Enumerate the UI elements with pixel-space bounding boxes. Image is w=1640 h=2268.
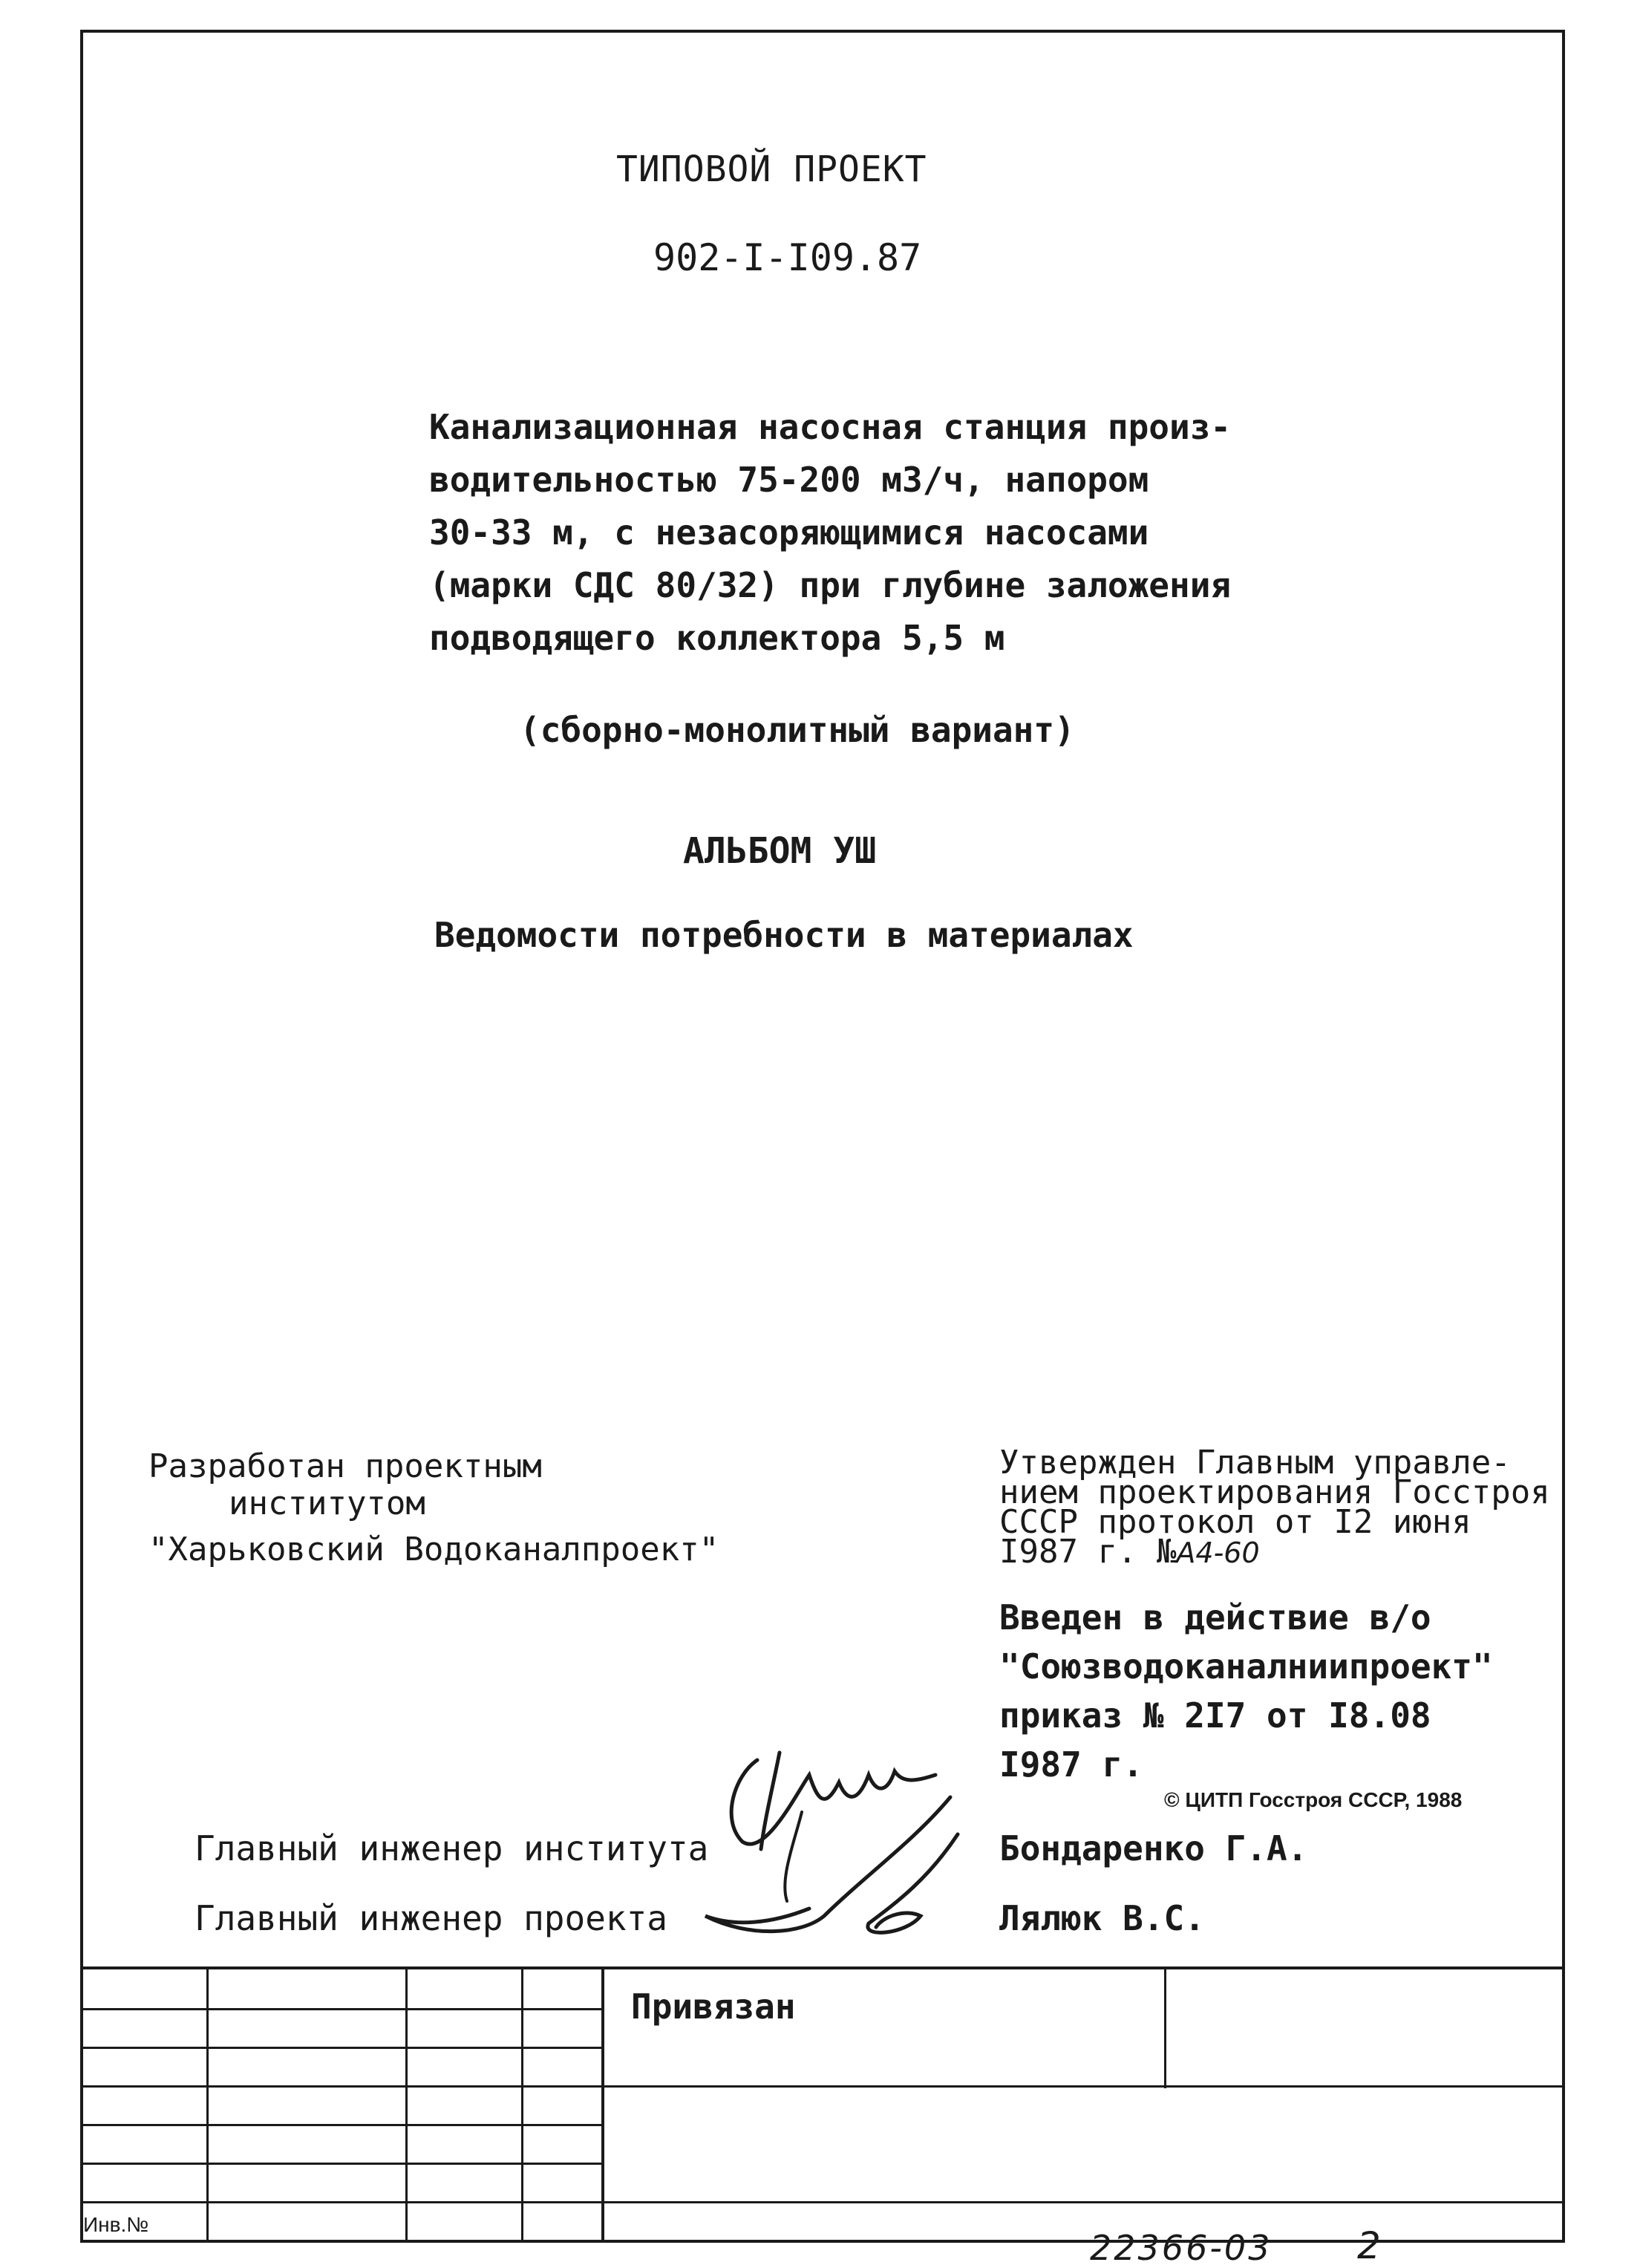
approval-line <box>999 1533 1550 1571</box>
handwritten-signature <box>690 1730 973 1953</box>
chief-engineer-project-name: Лялюк В.С. <box>999 1898 1205 1938</box>
introduction-line: I987 г. <box>999 1744 1143 1785</box>
approval-line: нием проектирования Госстроя <box>999 1473 1550 1511</box>
page-number: 2 <box>1357 2224 1381 2267</box>
description-line: Канализационная насосная станция произ- <box>429 407 1232 447</box>
copyright-note: © ЦИТП Госстроя СССР, 1988 <box>1164 1788 1463 1811</box>
description-line: 30-33 м, с незасоряющимися насосами <box>429 512 1149 553</box>
variant-note: (сборно-монолитный вариант) <box>520 710 1075 750</box>
title-block <box>80 1966 1565 2243</box>
doc-number: 902-I-I09.87 <box>653 236 922 279</box>
introduction-line: Введен в действие в/о <box>999 1597 1431 1638</box>
approval-line: Утвержден Главным управле- <box>999 1444 1511 1482</box>
developer-block <box>148 1448 719 1568</box>
description-line: водительностью 75-200 м3/ч, напором <box>429 460 1149 500</box>
introduction-block <box>999 1593 1493 1789</box>
approval-line: СССР протокол от I2 июня <box>999 1503 1471 1541</box>
chief-engineer-project-label: Главный инженер проекта <box>195 1898 667 1938</box>
protocol-number: А4-60 <box>1176 1537 1260 1569</box>
title-block-label: Привязан <box>631 1987 796 2027</box>
introduction-line: приказ № 2I7 от I8.08 <box>999 1695 1431 1736</box>
approval-block <box>999 1444 1550 1571</box>
description-line: подводящего коллектора 5,5 м <box>429 618 1005 658</box>
developer-line: Разработан проектным <box>148 1447 542 1485</box>
developer-line: "Харьковский Водоканалпроект" <box>148 1531 719 1568</box>
doc-type: ТИПОВОЙ ПРОЕКТ <box>616 149 927 190</box>
developer-line: институтом <box>229 1485 425 1522</box>
sheet-code: 22366-03 <box>1090 2228 1273 2268</box>
approval-year: I987 г. № <box>999 1533 1177 1571</box>
project-description <box>429 401 1231 665</box>
introduction-line: "Союзводоканалниипроект" <box>999 1646 1493 1687</box>
album-subtitle: Ведомости потребности в материалах <box>434 915 1134 955</box>
album-title: АЛЬБОМ УШ <box>683 830 877 872</box>
chief-engineer-institute-name: Бондаренко Г.А. <box>999 1828 1308 1868</box>
description-line: (марки СДС 80/32) при глубине заложения <box>429 565 1232 605</box>
inventory-number-label: Инв.№ <box>83 2213 149 2236</box>
chief-engineer-institute-label: Главный инженер института <box>195 1828 709 1868</box>
